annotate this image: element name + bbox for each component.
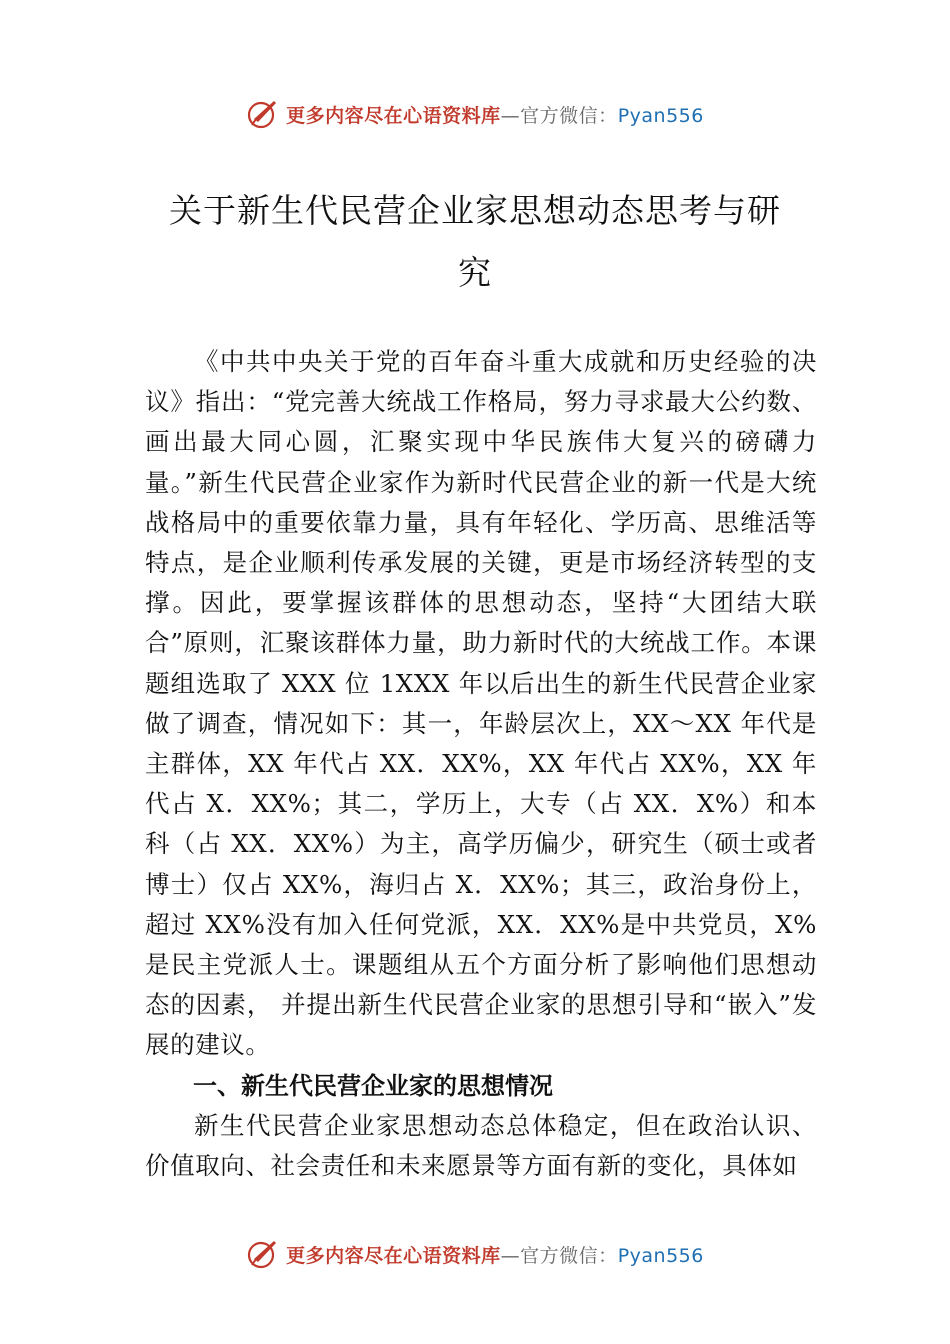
section-1-paragraph: 新生代民营企业家思想动态总体稳定，但在政治认识、价值取向、社会责任和未来愿景等方面有新的变化，具体如 [145, 1110, 817, 1181]
title-line-2: 究 [458, 253, 492, 292]
watermark-red-text: 更多内容尽在心语资料库 [286, 1244, 501, 1267]
quill-pen-logo-icon [246, 1237, 280, 1271]
quill-pen-logo-icon [246, 97, 280, 131]
watermark-red-text: 更多内容尽在心语资料库 [286, 104, 501, 127]
watermark-wechat-id: Pyan556 [617, 104, 704, 127]
intro-paragraph: 《中共中央关于党的百年奋斗重大成就和历史经验的决议》指出：“党完善大统战工作格局，努力寻求最大公约数、画出最大同心圆，汇聚实现中华民族伟大复兴的磅礴力量。”新生代民营企业家作为新时代民营企业的新一代是大统战格局中的重要依靠力量，具有年轻化、学历高、思维活等特点，是企业顺利传承发展的关键，更是市场经济转型的支撑。因此，要掌握该群体的思想动态，坚持“大团结大联合”原则，汇聚该群体力量，助力新时代的大统战工作。本课题组选取了 XXX 位 1XXX 年以后出生的新生代民营企业家做了调查，情况如下：其一，年龄层次上，XX～XX 年代是主群体，XX 年代占 XX．XX%，XX 年代占 XX%，XX 年代占 X．XX%；其二，学历上，大专（占 XX．X%）和本科（占 XX．XX%）为主，高学历偏少，研究生（硕士或者博士）仅占 XX%，海归占 X．XX%；其三，政治身份上，超过 XX%没有加入任何党派，XX．XX%是中共党员，X%是民主党派人士。课题组从五个方面分析了影响他们思想动态的因素， 并提出新生代民营企业家的思想引导和“嵌入”发展的建议。 [145, 347, 817, 1060]
watermark-gray-text: —官方微信： [500, 1244, 618, 1267]
document-title [100, 180, 850, 304]
section-heading-1: 一、新生代民营企业家的思想情况 [193, 1071, 553, 1100]
watermark-wechat-id: Pyan556 [617, 1244, 704, 1267]
watermark-banner-top [0, 96, 950, 132]
watermark-gray-text: —官方微信： [500, 104, 618, 127]
document-body [145, 342, 817, 1186]
watermark-banner-bottom [0, 1236, 950, 1272]
title-line-1: 关于新生代民营企业家思想动态思考与研 [169, 191, 781, 230]
